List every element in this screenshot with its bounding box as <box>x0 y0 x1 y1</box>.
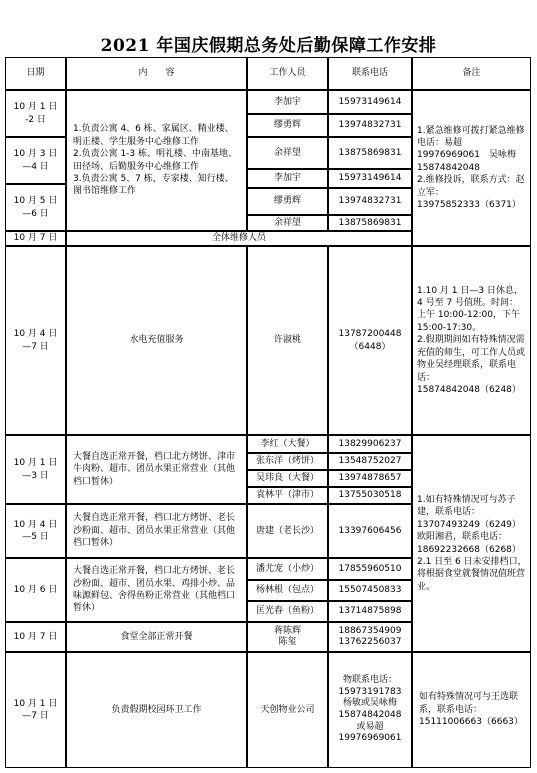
s1-date-cell: 10 月 7 日 <box>5 231 66 246</box>
s3-date-cell: 10 月 7 日 <box>5 622 66 652</box>
header-date: 日期 <box>5 57 66 90</box>
s3-date-cell: 10 月 4 日 —5 日 <box>5 504 66 558</box>
duty-schedule-table <box>6 58 532 769</box>
s3-content-cell: 食堂全部正常开餐 <box>66 622 247 652</box>
s3-staff-cell: 张东洋（烤饼） <box>247 453 328 470</box>
s2-content-cell: 水电充值服务 <box>66 246 247 435</box>
s1-note-cell: 1.紧急维修可拨打紧急维修电话：易超 19976969061 吴咏梅 15874842048 2.维修投诉，联系方式：赵立军： 13975852333（6371） <box>412 90 531 246</box>
s2-note-cell: 1.10 月 1 日—3 日休息，4 号至 7 号值班。时间：上午 10:00-12:00，下午 15:00-17:30。 2.假期期间如有特殊情况需充值的师生，可工作人员或物业吴经理联系，联系电话： 15874842048（6248） <box>412 246 531 435</box>
s4-staff-cell: 天创物业公司 <box>247 652 328 768</box>
s1-date-cell: 10 月 5 日 —6 日 <box>5 184 66 231</box>
s3-staff-cell: 李红（大餐） <box>247 435 328 453</box>
s1-all-staff-cell: 全体维修人员 <box>66 231 412 246</box>
header-note: 备注 <box>412 57 531 90</box>
page-title: 2021 年国庆假期总务处后勤保障工作安排 <box>100 36 437 56</box>
s3-phone-cell: 13829906237 <box>328 435 412 453</box>
s1-staff-cell: 李加宇 <box>247 90 328 114</box>
s1-staff-cell: 余祥望 <box>247 215 328 231</box>
header-phone: 联系电话 <box>328 57 412 90</box>
s3-staff-cell: 袁林平（津市） <box>247 487 328 504</box>
s1-phone-cell: 13974832731 <box>328 188 412 215</box>
s3-phone-cell: 15507450833 <box>328 580 412 601</box>
s1-phone-cell: 15973149614 <box>328 169 412 188</box>
s4-phone-cell: 物联系电话： 15973191783 杨敏或吴咏梅 15874842048 或易超 19976969061 <box>328 652 412 768</box>
s3-note-cell: 1.如有特殊情况可与苏子建，联系电话： 13707493249（6249） 欧阳湘君，联系电话： 18692232668（6268） 2.1 日至 6 日未安排档口，将根据食堂就餐情况值班营业。 <box>412 435 531 652</box>
s3-date-cell: 10 月 6 日 <box>5 558 66 622</box>
s3-staff-cell: 杨林根（包点） <box>247 580 328 601</box>
s1-staff-cell: 李加宇 <box>247 169 328 188</box>
s1-phone-cell: 13875869831 <box>328 137 412 169</box>
s2-date-cell: 10 月 4 日 —7 日 <box>5 246 66 435</box>
header-staff: 工作人员 <box>247 57 328 90</box>
s3-content-cell: 大餐自选正常开餐，档口北方烤饼、老长沙粉面、超市、团员水果正常营业（其他档口暂休） <box>66 504 247 558</box>
s1-content-cell: 1.负责公寓 4、6 栋、家属区、精业楼、明正楼、学生服务中心维修工作 2.负责公寓 1-3 栋、明礼楼、中南基地、田径场、后勤服务中心维修工作 3.负责公寓 5、7 栋，专家楼、知行楼、图书馆维修工作 <box>66 90 247 231</box>
s3-staff-cell: 吴玮良（大餐） <box>247 470 328 487</box>
s3-phone-cell: 17855960510 <box>328 558 412 580</box>
s1-phone-cell: 13875869831 <box>328 215 412 231</box>
s1-staff-cell: 缪勇辉 <box>247 188 328 215</box>
s3-content-cell: 大餐自选正常开餐，档口北方烤饼、老长沙粉面、超市、团员水果、鸡排小炒、品味源鲜包、舍得鱼粉正常营业（其他档口暂休） <box>66 558 247 622</box>
s1-staff-cell: 缪勇辉 <box>247 114 328 137</box>
s3-staff-cell: 蒋陈辉 陈玺 <box>247 622 328 652</box>
s4-note-cell: 如有特殊情况可与王选联系，联系电话： 15111006663（6663） <box>412 652 531 768</box>
s1-date-cell: 10 月 1 日 -2 日 <box>5 90 66 137</box>
s3-phone-cell: 13548752027 <box>328 453 412 470</box>
s3-staff-cell: 潘尤宠（小炒） <box>247 558 328 580</box>
s1-phone-cell: 15973149614 <box>328 90 412 114</box>
s3-phone-cell: 13755030518 <box>328 487 412 504</box>
header-content: 内 容 <box>66 57 247 90</box>
s4-content-cell: 负责假期校园环卫工作 <box>66 652 247 768</box>
s3-phone-cell: 13714875898 <box>328 601 412 622</box>
s2-staff-cell: 许淑桃 <box>247 246 328 435</box>
s4-date-cell: 10 月 1 日 —7 日 <box>5 652 66 768</box>
s1-phone-cell: 13974832731 <box>328 114 412 137</box>
s3-content-cell: 大餐自选正常开餐，档口北方烤饼、津市牛肉粉、超市、团员水果正常营业（其他档口暂休） <box>66 435 247 504</box>
s1-date-cell: 10 月 3 日 —4 日 <box>5 137 66 184</box>
s2-phone-cell: 13787200448 （6448） <box>328 246 412 435</box>
s3-staff-cell: 唐建（老长沙） <box>247 504 328 558</box>
s3-phone-cell: 13974878657 <box>328 470 412 487</box>
s3-date-cell: 10 月 1 日 —3 日 <box>5 435 66 504</box>
s1-staff-cell: 余祥望 <box>247 137 328 169</box>
s3-staff-cell: 匡光春（鱼粉） <box>247 601 328 622</box>
s3-phone-cell: 13397606456 <box>328 504 412 558</box>
s3-phone-cell: 18867354909 13762256037 <box>328 622 412 652</box>
